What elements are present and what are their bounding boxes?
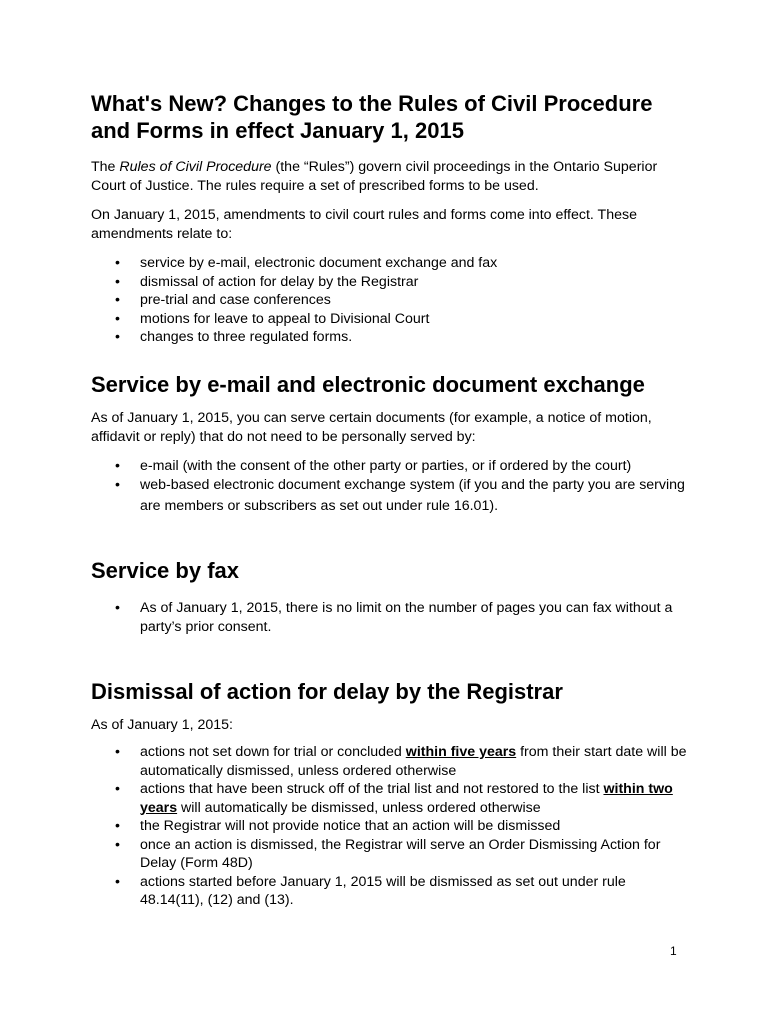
list-item [91, 873, 691, 910]
section-heading-fax: Service by fax [91, 558, 239, 583]
page-number: 1 [670, 944, 677, 958]
list-item [91, 817, 691, 836]
list-item [91, 254, 691, 273]
section-email-paragraph: As of January 1, 2015, you can serve certain documents (for example, a notice of motion, affidavit or reply) that do not need to be personally served by: [91, 409, 652, 445]
bullet-icon: • [115, 273, 120, 290]
list-item-text: from their start date will be automatically dismissed, unless ordered otherwise [140, 744, 687, 779]
bullet-icon: • [115, 310, 120, 327]
bullet-icon: • [115, 818, 120, 834]
document-body [91, 90, 691, 910]
list-item [91, 273, 691, 292]
list-item-text: pre-trial and case conferences [140, 292, 331, 308]
page-title: What's New? Changes to the Rules of Civil Procedure and Forms in effect January 1, 2015 [91, 91, 653, 143]
bullet-icon: • [115, 744, 120, 760]
bullet-icon: • [115, 477, 120, 493]
intro-suffix: (the “Rules”) govern civil proceedings in the Ontario Superior Court of Justice. The rules require a set of prescribed forms to be used. [91, 159, 658, 194]
list-item-text: actions not set down for trial or concluded [140, 744, 406, 760]
list-item [91, 328, 691, 347]
list-item-text: web-based electronic document exchange system (if you and the party you are serving are members or subscribers as set out under rule 16.01). [140, 477, 685, 514]
list-item-text: actions that have been struck off of the trial list and not restored to the list [140, 781, 604, 797]
list-item-text: the Registrar will not provide notice that an action will be dismissed [140, 818, 561, 834]
intro-prefix: The [91, 159, 120, 175]
section-dismissal-paragraph: As of January 1, 2015: [91, 717, 233, 733]
intro-paragraph-1 [91, 158, 691, 196]
section-dismissal-list [91, 743, 691, 910]
bullet-icon: • [115, 781, 120, 797]
list-item [91, 475, 691, 517]
list-item-text: e-mail (with the consent of the other party or parties, or if ordered by the court) [140, 457, 632, 474]
list-item-text: once an action is dismissed, the Registrar will serve an Order Dismissing Action for Delay (Form 48D) [140, 836, 661, 871]
intro-paragraph-2: On January 1, 2015, amendments to civil court rules and forms come into effect. These amendments relate to: [91, 207, 637, 242]
list-item-text: will automatically be dismissed, unless ordered otherwise [177, 799, 541, 816]
list-item [91, 836, 691, 873]
list-item [91, 743, 691, 780]
section-heading-dismissal: Dismissal of action for delay by the Registrar [91, 679, 563, 704]
section-heading-email: Service by e-mail and electronic document exchange [91, 371, 645, 397]
list-item [91, 310, 691, 329]
intro-list [91, 254, 691, 347]
list-item [91, 599, 691, 636]
emphasis-within-five-years: within five years [405, 744, 517, 760]
list-item [91, 291, 691, 310]
bullet-icon: • [115, 292, 120, 308]
bullet-icon: • [115, 329, 120, 345]
emphasis-within-two-years: within two years [140, 781, 673, 816]
section-email-list [91, 457, 691, 518]
bullet-icon: • [115, 873, 120, 890]
list-item [91, 457, 691, 476]
list-item-text: dismissal of action for delay by the Registrar [140, 273, 419, 290]
bullet-icon: • [115, 600, 120, 616]
intro-italic-title: Rules of Civil Procedure [119, 159, 272, 175]
list-item [91, 780, 691, 817]
list-item-text: actions started before January 1, 2015 will be dismissed as set out under rule 48.14(11), (12) and (13). [140, 873, 626, 908]
bullet-icon: • [115, 255, 120, 271]
bullet-icon: • [115, 457, 120, 474]
list-item-text: motions for leave to appeal to Divisional Court [140, 310, 430, 327]
list-item-text: changes to three regulated forms. [140, 329, 353, 345]
bullet-icon: • [115, 836, 120, 853]
list-item-text: service by e-mail, electronic document exchange and fax [140, 255, 498, 271]
list-item-text: As of January 1, 2015, there is no limit on the number of pages you can fax without a party’s prior consent. [140, 600, 673, 635]
section-fax-list [91, 599, 691, 636]
